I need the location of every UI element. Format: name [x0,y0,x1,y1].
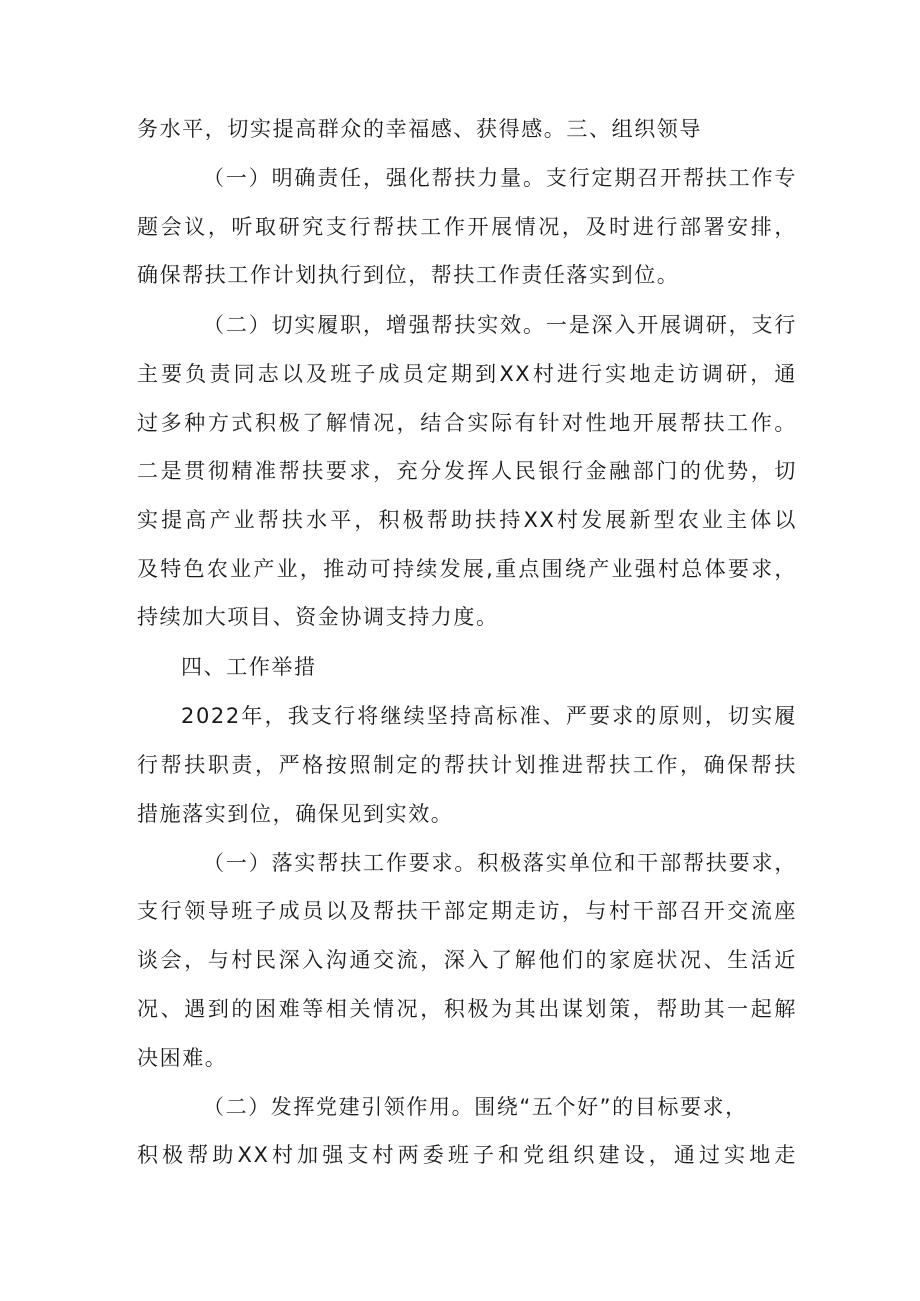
text-line: 务水平，切实提高群众的幸福感、获得感。三、组织领导 [137,117,702,141]
text-line: 行帮扶职责，严格按照制定的帮扶计划推进帮扶工作，确保帮扶 [137,753,797,777]
text-line: 题会议，听取研究支行帮扶工作开展情况，及时进行部署安排， [137,215,797,239]
text-line: 措施落实到位，确保见到实效。 [137,802,454,826]
text-line: 谈会，与村民深入沟通交流，深入了解他们的家庭状况、生活近 [137,948,797,972]
text-line: 持续加大项目、资金协调支持力度。 [137,605,499,629]
text-line: 及特色农业产业，推动可持续发展,重点围绕产业强村总体要求， [137,557,797,581]
text-line: 支行领导班子成员以及帮扶干部定期走访，与村干部召开交流座 [137,899,797,923]
text-line: 况、遇到的困难等相关情况，积极为其出谋划策，帮助其一起解 [137,997,797,1021]
section-heading: （二）切实履职，增强帮扶实效。一是深入开展调研，支行 [203,313,797,337]
section-heading: （一）明确责任，强化帮扶力量。支行定期召开帮扶工作专 [203,166,797,190]
section-heading: （二）发挥党建引领作用。围绕“五个好”的目标要求， [203,1095,748,1119]
text-line: 2022年，我支行将继续坚持高标准、严要求的原则，切实履 [181,704,797,728]
text-line: 过多种方式积极了解情况，结合实际有针对性地开展帮扶工作。 [137,411,797,435]
section-heading: （一）落实帮扶工作要求。积极落实单位和干部帮扶要求， [203,851,797,875]
section-heading: 四、工作举措 [181,655,317,679]
text-line: 二是贯彻精准帮扶要求，充分发挥人民银行金融部门的优势，切 [137,459,797,483]
text-line: 确保帮扶工作计划执行到位，帮扶工作责任落实到位。 [137,263,680,287]
text-line: 决困难。 [137,1046,228,1070]
text-line: 积极帮助XX村加强支村两委班子和党组织建设，通过实地走 [137,1143,797,1167]
text-line: 实提高产业帮扶水平，积极帮助扶持XX村发展新型农业主体以 [137,508,797,532]
text-line: 主要负责同志以及班子成员定期到XX村进行实地走访调研，通 [137,362,797,386]
